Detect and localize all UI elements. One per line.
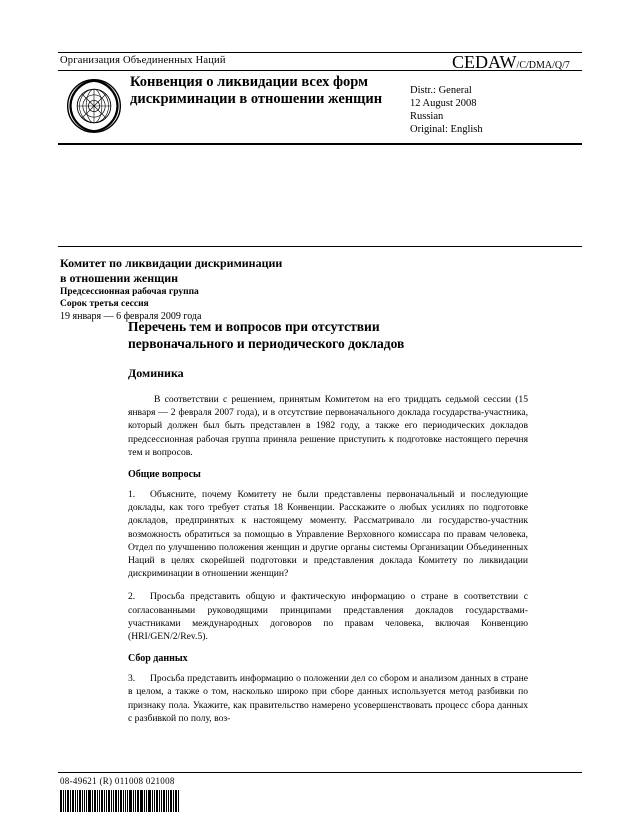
footer-job-number: 08-49621 (R) 011008 021008 [60, 776, 175, 786]
organization-name: Организация Объединенных Наций [60, 55, 226, 66]
distribution-line-4: Original: English [410, 124, 483, 135]
document-symbol-suffix: /C/DMA/Q/7 [516, 60, 570, 71]
working-group-label: Предсессионная рабочая группа [60, 287, 199, 297]
paragraph-3-text: Просьба представить информацию о положении дел со сбором и анализом данных в стране в целом, а также о том, насколько широко при сборе данных используется метод разбивки по признаку пола. Укажите, как правительство намерено усовершенствовать процесс сбора данных с разбивкой по полу, воз- [128, 673, 528, 724]
session-dates: 19 января — 6 февраля 2009 года [60, 311, 202, 322]
section-heading-data-collection: Сбор данных [128, 653, 188, 665]
page-title-line-1: Перечень тем и вопросов при отсутствии [128, 319, 380, 334]
distribution-block [410, 84, 483, 136]
paragraph-2-text: Просьба представить общую и фактическую информацию о стране в соответствии с согласованными руководящими принципами представления докладов государствами-участниками международных договоров по правам человека, включая Конвенцию (HRI/GEN/2/Rev.5). [128, 591, 528, 643]
barcode [60, 790, 180, 812]
paragraph-1 [128, 488, 528, 580]
section-heading-general: Общие вопросы [128, 469, 201, 481]
committee-rule [58, 246, 582, 247]
distribution-line-1: Distr.: General [410, 85, 472, 96]
distribution-line-2: 12 August 2008 [410, 98, 477, 109]
session-label: Сорок третья сессия [60, 299, 149, 309]
paragraph-3 [128, 672, 528, 725]
committee-block [60, 256, 390, 323]
paragraph-1-number: 1. [128, 489, 136, 501]
committee-name-line-2: в отношении женщин [60, 271, 179, 285]
country-name: Доминика [128, 366, 184, 380]
un-emblem-icon [66, 78, 122, 134]
document-body [128, 318, 528, 735]
paragraph-3-number: 3. [128, 673, 136, 685]
convention-title: Конвенция о ликвидации всех форм дискриминации в отношении женщин [130, 74, 383, 107]
paragraph-2 [128, 590, 528, 643]
paragraph-1-text: Объясните, почему Комитету не были представлены первоначальный и последующие доклады, как того требует статья 18 Конвенции. Расскажите о любых усилиях по подготовке докладов, предпринятых к настоящему моменту. Рассматривало ли государство-участник возможность обратиться за помощью в Управление Верховного комиссара по правам человека, Отдел по улучшению положения женщин и другие органы системы Организации Объединенных Наций в целях скорейшей подготовки и представления доклада Комитету по ликвидации дискриминации в отношении женщин? [128, 489, 528, 580]
intro-paragraph: В соответствии с решением, принятым Комитетом на его тридцать седьмой сессии (15 января — 2 февраля 2007 года), и в отсутствие первоначального доклада государства-участника, который должен был быть представлен в 1982 году, а также его периодических докладов предсессионная рабочая группа приняла решение приступить к подготовке настоящего перечня тем и вопросов. [128, 394, 528, 458]
page-title-line-2: первоначального и периодического докладов [128, 336, 405, 351]
page-title [128, 318, 528, 352]
distribution-line-3: Russian [410, 111, 444, 122]
footer-rule [58, 772, 582, 773]
paragraph-2-number: 2. [128, 591, 136, 603]
document-symbol-main: CEDAW [452, 52, 517, 72]
committee-name-line-1: Комитет по ликвидации дискриминации [60, 256, 283, 270]
